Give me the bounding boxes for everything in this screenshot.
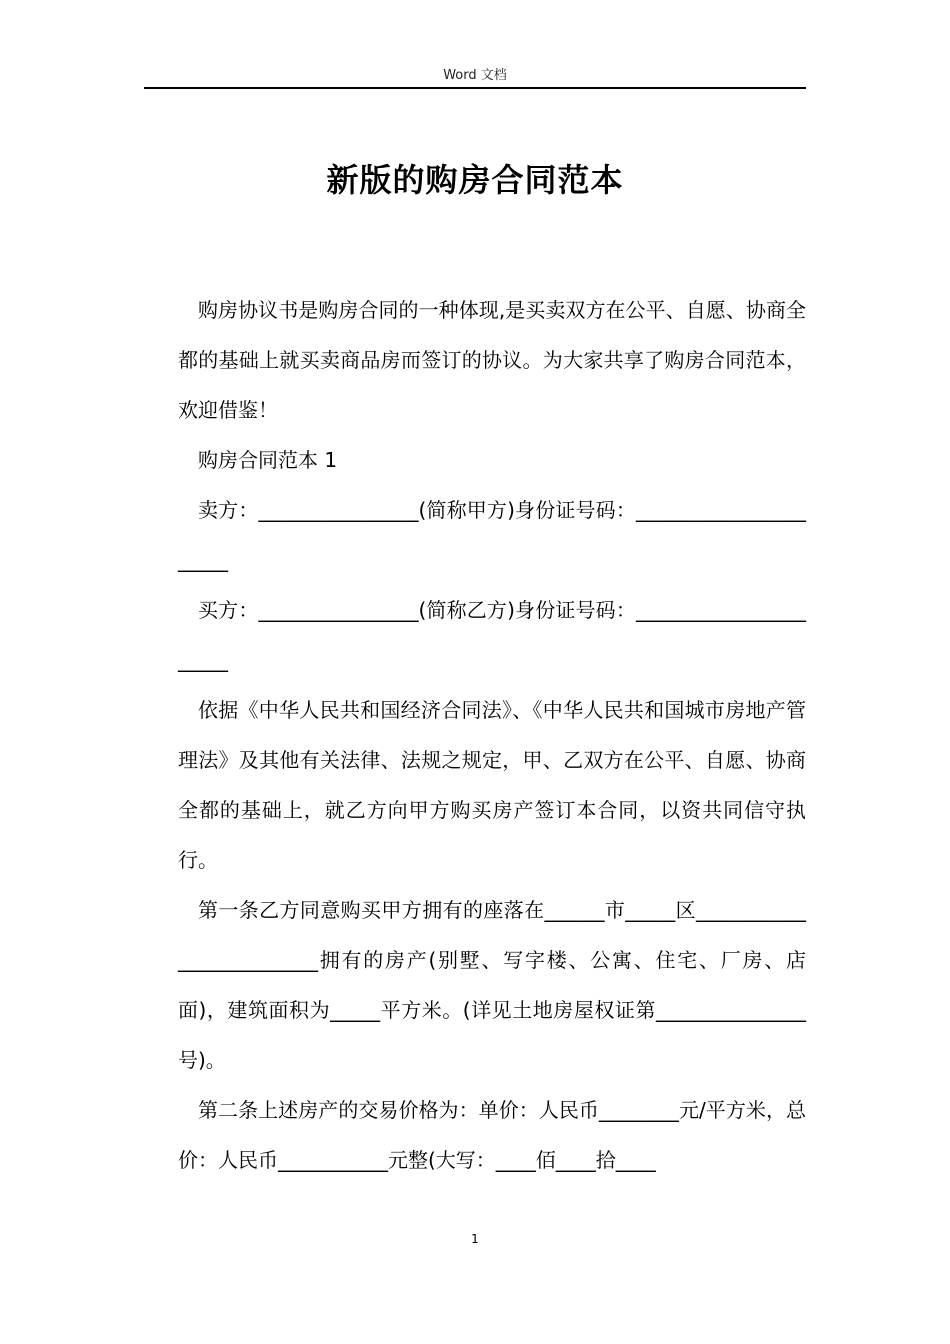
article-two-paragraph: 第二条上述房产的交易价格为：单价：人民币________元/平方米，总价：人民币___________元整(大写：____佰____拾____ — [178, 1098, 806, 1172]
section-heading: 购房合同范本 1 — [198, 448, 338, 472]
header-divider — [144, 87, 806, 89]
page-header: Word 文档 — [443, 68, 507, 83]
article-one-paragraph: 第一条乙方同意购买甲方拥有的座落在______市_____区_________________________拥有的房产(别墅、写字楼、公寓、住宅、厂房、店面)，建筑面积为_____平方米。(详见土地房屋权证第_______________号)。 — [178, 898, 806, 1072]
seller-line: 卖方：________________(简称甲方)身份证号码：______________________ — [178, 498, 806, 572]
document-body — [178, 285, 806, 1185]
buyer-line: 买方：________________(简称乙方)身份证号码：______________________ — [178, 598, 806, 672]
legal-basis-paragraph: 依据《中华人民共和国经济合同法》、《中华人民共和国城市房地产管理法》及其他有关法律、法规之规定，甲、乙双方在公平、自愿、协商全都的基础上，就乙方向甲方购买房产签订本合同，以资共同信守执行。 — [178, 698, 806, 872]
document-title: 新版的购房合同范本 — [326, 161, 624, 199]
intro-paragraph: 购房协议书是购房合同的一种体现,是买卖双方在公平、自愿、协商全都的基础上就买卖商品房而签订的协议。为大家共享了购房合同范本，欢迎借鉴！ — [178, 298, 806, 422]
page-number: 1 — [471, 1232, 479, 1246]
